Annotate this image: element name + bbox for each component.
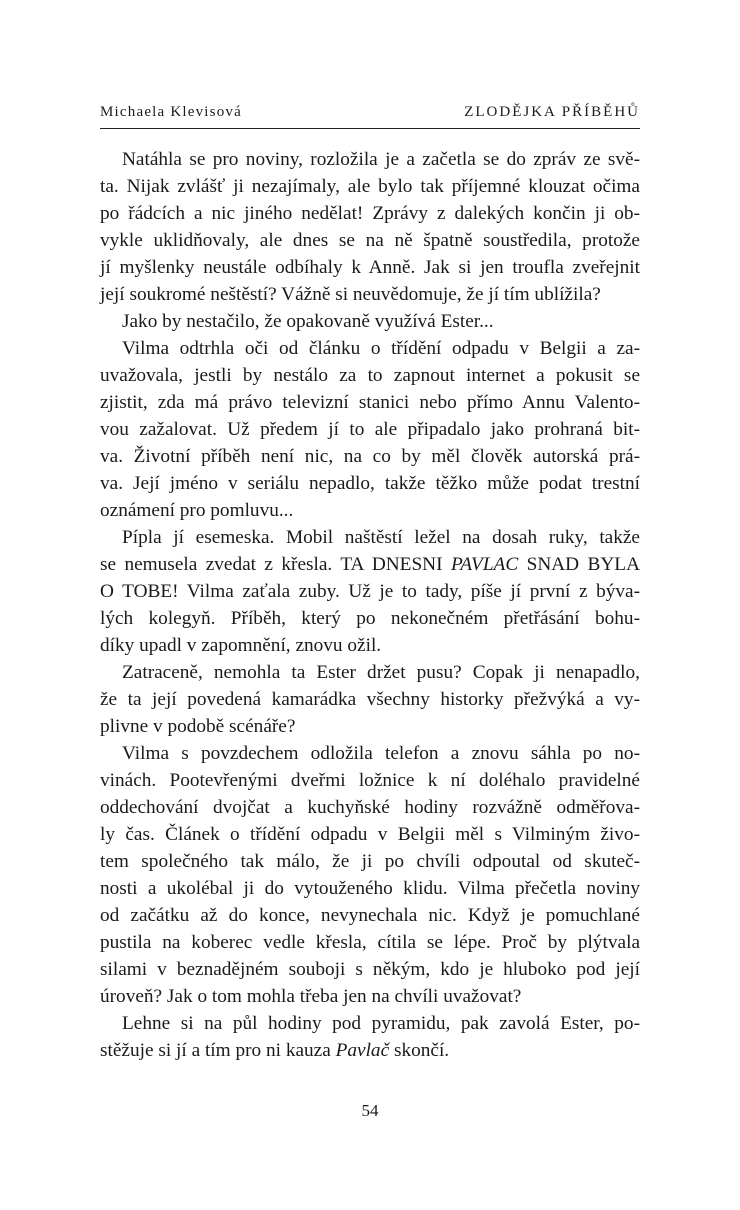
text-segment: tem společného tak málo, že ji po chvíli odpoutal od skuteč- [100, 851, 640, 872]
text-line [100, 713, 640, 740]
paragraph [100, 146, 640, 308]
text-segment: vou zažalovat. Už předem jí to ale připadalo jako prohraná bit- [100, 419, 640, 440]
header-rule [100, 128, 640, 129]
text-line [100, 227, 640, 254]
text-segment: stěžuje si jí a tím pro ni kauza [100, 1040, 336, 1061]
header-book-title: ZLODĚJKA PŘÍBĚHŮ [464, 104, 640, 120]
text-segment: se nemusela zvedat z křesla. TA DNESNI [100, 554, 451, 575]
text-line [100, 821, 640, 848]
text-line [100, 740, 640, 767]
text-segment: Pípla jí esemeska. Mobil naštěstí ležel na dosah ruky, takže [122, 527, 640, 548]
text-segment: díky upadl v zapomnění, znovu ožil. [100, 635, 382, 656]
text-line [100, 200, 640, 227]
text-segment: oddechování dvojčat a kuchyňské hodiny rozvážně odměřova- [100, 797, 640, 818]
text-segment: lých kolegyň. Příběh, který po nekonečném přetřásání bohu- [100, 608, 640, 629]
paragraph [100, 659, 640, 740]
text-line [100, 308, 640, 335]
text-line [100, 659, 640, 686]
text-line [100, 335, 640, 362]
text-line [100, 146, 640, 173]
page-number: 54 [361, 1101, 379, 1120]
text-line [100, 254, 640, 281]
text-segment: úroveň? Jak o tom mohla třeba jen na chvíli uvažovat? [100, 986, 522, 1007]
text-segment: Vilma s povzdechem odložila telefon a znovu sáhla po no- [122, 743, 640, 764]
text-line [100, 929, 640, 956]
text-line [100, 362, 640, 389]
text-segment: plivne v podobě scénáře? [100, 716, 296, 737]
text-line [100, 470, 640, 497]
text-line [100, 605, 640, 632]
text-line [100, 875, 640, 902]
text-segment: uvažovala, jestli by nestálo za to zapnout internet a pokusit se [100, 365, 640, 386]
text-line [100, 848, 640, 875]
text-line [100, 578, 640, 605]
text-line [100, 173, 640, 200]
text-segment: oznámení pro pomluvu... [100, 500, 294, 521]
text-segment: silami v beznadějném souboji s někým, kdo je hluboko pod její [100, 959, 640, 980]
text-line [100, 416, 640, 443]
text-line [100, 389, 640, 416]
text-segment: SNAD BYLA [518, 554, 640, 575]
page-body-text [100, 146, 640, 1064]
text-line [100, 497, 640, 524]
text-line [100, 767, 640, 794]
text-segment: ta. Nijak zvlášť ji nezajímaly, ale bylo tak příjemné klouzat očima [100, 176, 640, 197]
text-segment: nosti a ukolébal ji do vytouženého klidu. Vilma přečetla noviny [100, 878, 640, 899]
text-line [100, 443, 640, 470]
text-segment: Lehne si na půl hodiny pod pyramidu, pak zavolá Ester, po- [122, 1013, 640, 1034]
text-segment: její soukromé neštěstí? Vážně si neuvědomuje, že jí tím ublížila? [100, 284, 601, 305]
text-segment: že ta její povedená kamarádka všechny historky přežvýká a vy- [100, 689, 640, 710]
text-segment: zjistit, zda má právo televizní stanici nebo přímo Annu Valento- [100, 392, 640, 413]
text-segment: Natáhla se pro noviny, rozložila je a začetla se do zpráv ze svě- [122, 149, 640, 170]
text-segment: po řádcích a nic jiného nedělat! Zprávy z dalekých končin ji ob- [100, 203, 640, 224]
text-segment: jí myšlenky neustále odbíhaly k Anně. Jak si jen troufla zveřejnit [100, 257, 640, 278]
text-segment: skončí. [389, 1040, 450, 1061]
text-line [100, 1037, 640, 1064]
text-segment: pustila na koberec vedle křesla, cítila se lépe. Proč by plýtvala [100, 932, 640, 953]
text-segment: ly čas. Článek o třídění odpadu v Belgii měl s Vilminým živo- [100, 824, 640, 845]
text-segment: Zatraceně, nemohla ta Ester držet pusu? Copak ji nenapadlo, [122, 662, 640, 683]
text-segment: Vilma odtrhla oči od článku o třídění odpadu v Belgii a za- [122, 338, 640, 359]
text-line [100, 632, 640, 659]
text-line [100, 794, 640, 821]
header-author: Michaela Klevisová [100, 104, 242, 120]
text-segment: Jako by nestačilo, že opakovaně využívá Ester... [122, 311, 494, 332]
text-segment: va. Životní příběh není nic, na co by měl člověk autorská prá- [100, 446, 640, 467]
text-line [100, 551, 640, 578]
text-line [100, 524, 640, 551]
paragraph [100, 308, 640, 335]
paragraph [100, 335, 640, 524]
text-line [100, 686, 640, 713]
paragraph [100, 740, 640, 1010]
text-segment: vinách. Pootevřenými dveřmi ložnice k ní doléhalo pravidelné [100, 770, 640, 791]
text-line [100, 983, 640, 1010]
text-segment: O TOBE! Vilma zaťala zuby. Už je to tady, píše jí první z býva- [100, 581, 640, 602]
text-line [100, 956, 640, 983]
text-line [100, 1010, 640, 1037]
text-line [100, 281, 640, 308]
running-header [100, 104, 640, 126]
paragraph [100, 1010, 640, 1064]
text-line [100, 902, 640, 929]
italic-text: Pavlač [335, 1040, 390, 1061]
text-segment: va. Její jméno v seriálu nepadlo, takže těžko může podat trestní [100, 473, 640, 494]
italic-text: PAVLAC [450, 554, 519, 575]
paragraph [100, 524, 640, 659]
text-segment: od začátku až do konce, nevynechala nic. Když je pomuchlané [100, 905, 640, 926]
text-segment: vykle uklidňovaly, ale dnes se na ně špatně soustředila, protože [100, 230, 640, 251]
